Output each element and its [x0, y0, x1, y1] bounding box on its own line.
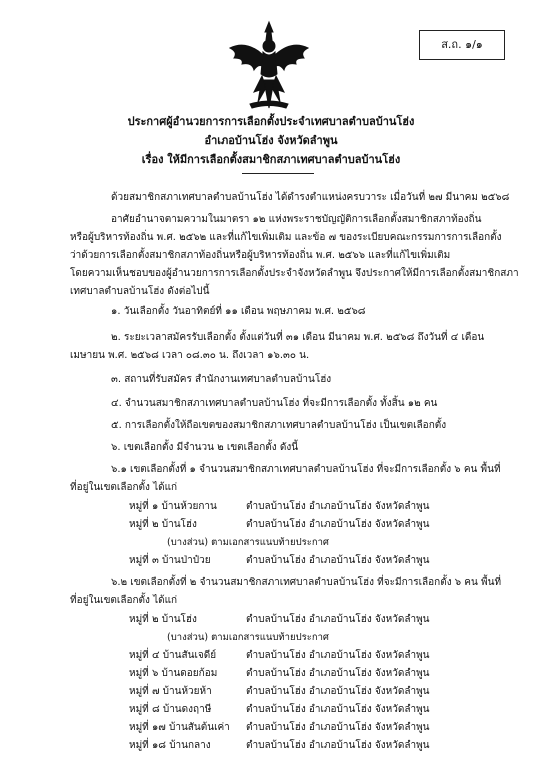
- header-line-2: อำเภอบ้านโฮ่ง จังหวัดลำพูน: [204, 134, 338, 147]
- district-2-village: หมู่ที่ ๗ บ้านห้วยห้า: [129, 686, 212, 697]
- district-2-location: ตำบลบ้านโฮ่ง อำเภอบ้านโฮ่ง จังหวัดลำพูน: [246, 740, 430, 751]
- district-2-village: หมู่ที่ ๔ บ้านสันเจดีย์: [129, 650, 217, 661]
- form-code-box: ส.ถ. ๑/๑: [419, 30, 505, 60]
- district-2-location: ตำบลบ้านโฮ่ง อำเภอบ้านโฮ่ง จังหวัดลำพูน: [246, 650, 430, 661]
- preamble-line: อาศัยอำนาจตามความในมาตรา ๑๒ แห่งพระราชบัญญัติการเลือกตั้งสมาชิกสภาท้องถิ่น: [111, 214, 482, 225]
- preamble-line: ด้วยสมาชิกสภาเทศบาลตำบลบ้านโฮ่ง ได้ดำรงตำแหน่งครบวาระ เมื่อวันที่ ๒๗ มีนาคม ๒๕๖๘: [111, 192, 510, 203]
- header-line-1: ประกาศผู้อำนวยการการเลือกตั้งประจำเทศบาลตำบลบ้านโฮ่ง: [127, 115, 415, 128]
- garuda-emblem-icon: [224, 18, 314, 112]
- item-5: ๕. การเลือกตั้งให้ถือเขตของสมาชิกสภาเทศบาลตำบลบ้านโฮ่ง เป็นเขตเลือกตั้ง: [111, 420, 447, 431]
- district-1-village: หมู่ที่ ๓ บ้านป่าป๋วย: [129, 555, 211, 566]
- header-subject: เรื่อง ให้มีการเลือกตั้งสมาชิกสภาเทศบาลตำบลบ้านโฮ่ง: [141, 153, 401, 166]
- item-2: ๒. ระยะเวลาสมัครรับเลือกตั้ง ตั้งแต่วันที่ ๓๑ เดือน มีนาคม พ.ศ. ๒๕๖๘ ถึงวันที่ ๔ เดือน: [111, 332, 485, 343]
- preamble-line: เทศบาลตำบลบ้านโฮ่ง ดังต่อไปนี้: [70, 286, 210, 297]
- district-1-heading-cont: ที่อยู่ในเขตเลือกตั้ง ได้แก่: [70, 482, 178, 493]
- district-2-village: หมู่ที่ ๒ บ้านโฮ่ง: [129, 614, 197, 625]
- district-1-note: (บางส่วน) ตามเอกสารแนบท้ายประกาศ: [167, 537, 329, 548]
- district-2-location: ตำบลบ้านโฮ่ง อำเภอบ้านโฮ่ง จังหวัดลำพูน: [246, 686, 430, 697]
- district-2-village: หมู่ที่ ๑๗ บ้านสันต้นเค่า: [129, 722, 230, 733]
- item-2-cont: เมษายน พ.ศ. ๒๕๖๘ เวลา ๐๘.๓๐ น. ถึงเวลา ๑๖.๓๐ น.: [70, 350, 310, 361]
- district-2-heading-cont: ที่อยู่ในเขตเลือกตั้ง ได้แก่: [70, 595, 178, 606]
- preamble-line: โดยความเห็นชอบของผู้อำนวยการการเลือกตั้งประจำจังหวัดลำพูน จึงประกาศให้มีการเลือกตั้งสมาชิกสภา: [70, 268, 519, 279]
- header-rule: [242, 173, 314, 174]
- district-2-heading: ๖.๒ เขตเลือกตั้งที่ ๒ จำนวนสมาชิกสภาเทศบาลตำบลบ้านโฮ่ง ที่จะมีการเลือกตั้ง ๖ คน พื้นที่: [111, 577, 502, 588]
- district-1-location: ตำบลบ้านโฮ่ง อำเภอบ้านโฮ่ง จังหวัดลำพูน: [246, 519, 430, 530]
- item-6: ๖. เขตเลือกตั้ง มีจำนวน ๒ เขตเลือกตั้ง ดังนี้: [111, 442, 299, 453]
- item-1: ๑. วันเลือกตั้ง วันอาทิตย์ที่ ๑๑ เดือน พฤษภาคม พ.ศ. ๒๕๖๘: [111, 306, 366, 317]
- district-2-village: หมู่ที่ ๖ บ้านดอยก้อม: [129, 668, 218, 679]
- preamble-line: หรือผู้บริหารท้องถิ่น พ.ศ. ๒๕๖๒ และที่แก้ไขเพิ่มเติม และข้อ ๗ ของระเบียบคณะกรรมการการเลือกตั้ง: [70, 232, 502, 243]
- item-3: ๓. สถานที่รับสมัคร สำนักงานเทศบาลตำบลบ้านโฮ่ง: [111, 374, 332, 385]
- district-2-village: หมู่ที่ ๘ บ้านดงฤาษี: [129, 704, 212, 715]
- district-1-heading: ๖.๑ เขตเลือกตั้งที่ ๑ จำนวนสมาชิกสภาเทศบาลตำบลบ้านโฮ่ง ที่จะมีการเลือกตั้ง ๖ คน พื้นที่: [111, 464, 501, 475]
- district-1-village: หมู่ที่ ๑ บ้านห้วยกาน: [129, 501, 217, 512]
- preamble-line: ว่าด้วยการเลือกตั้งสมาชิกสภาท้องถิ่นหรือผู้บริหารท้องถิ่น พ.ศ. ๒๕๖๖ และที่แก้ไขเพิ่มเติม: [70, 250, 451, 261]
- district-1-village: หมู่ที่ ๒ บ้านโฮ่ง: [129, 519, 197, 530]
- district-2-location: ตำบลบ้านโฮ่ง อำเภอบ้านโฮ่ง จังหวัดลำพูน: [246, 704, 430, 715]
- district-2-location: ตำบลบ้านโฮ่ง อำเภอบ้านโฮ่ง จังหวัดลำพูน: [246, 668, 430, 679]
- item-4: ๔. จำนวนสมาชิกสภาเทศบาลตำบลบ้านโฮ่ง ที่จะมีการเลือกตั้ง ทั้งสิ้น ๑๒ คน: [111, 398, 438, 409]
- district-1-location: ตำบลบ้านโฮ่ง อำเภอบ้านโฮ่ง จังหวัดลำพูน: [246, 501, 430, 512]
- district-1-location: ตำบลบ้านโฮ่ง อำเภอบ้านโฮ่ง จังหวัดลำพูน: [246, 555, 430, 566]
- district-2-village: หมู่ที่ ๑๘ บ้านกลาง: [129, 740, 211, 751]
- district-2-note: (บางส่วน) ตามเอกสารแนบท้ายประกาศ: [167, 632, 329, 643]
- district-2-location: ตำบลบ้านโฮ่ง อำเภอบ้านโฮ่ง จังหวัดลำพูน: [246, 614, 430, 625]
- district-2-location: ตำบลบ้านโฮ่ง อำเภอบ้านโฮ่ง จังหวัดลำพูน: [246, 722, 430, 733]
